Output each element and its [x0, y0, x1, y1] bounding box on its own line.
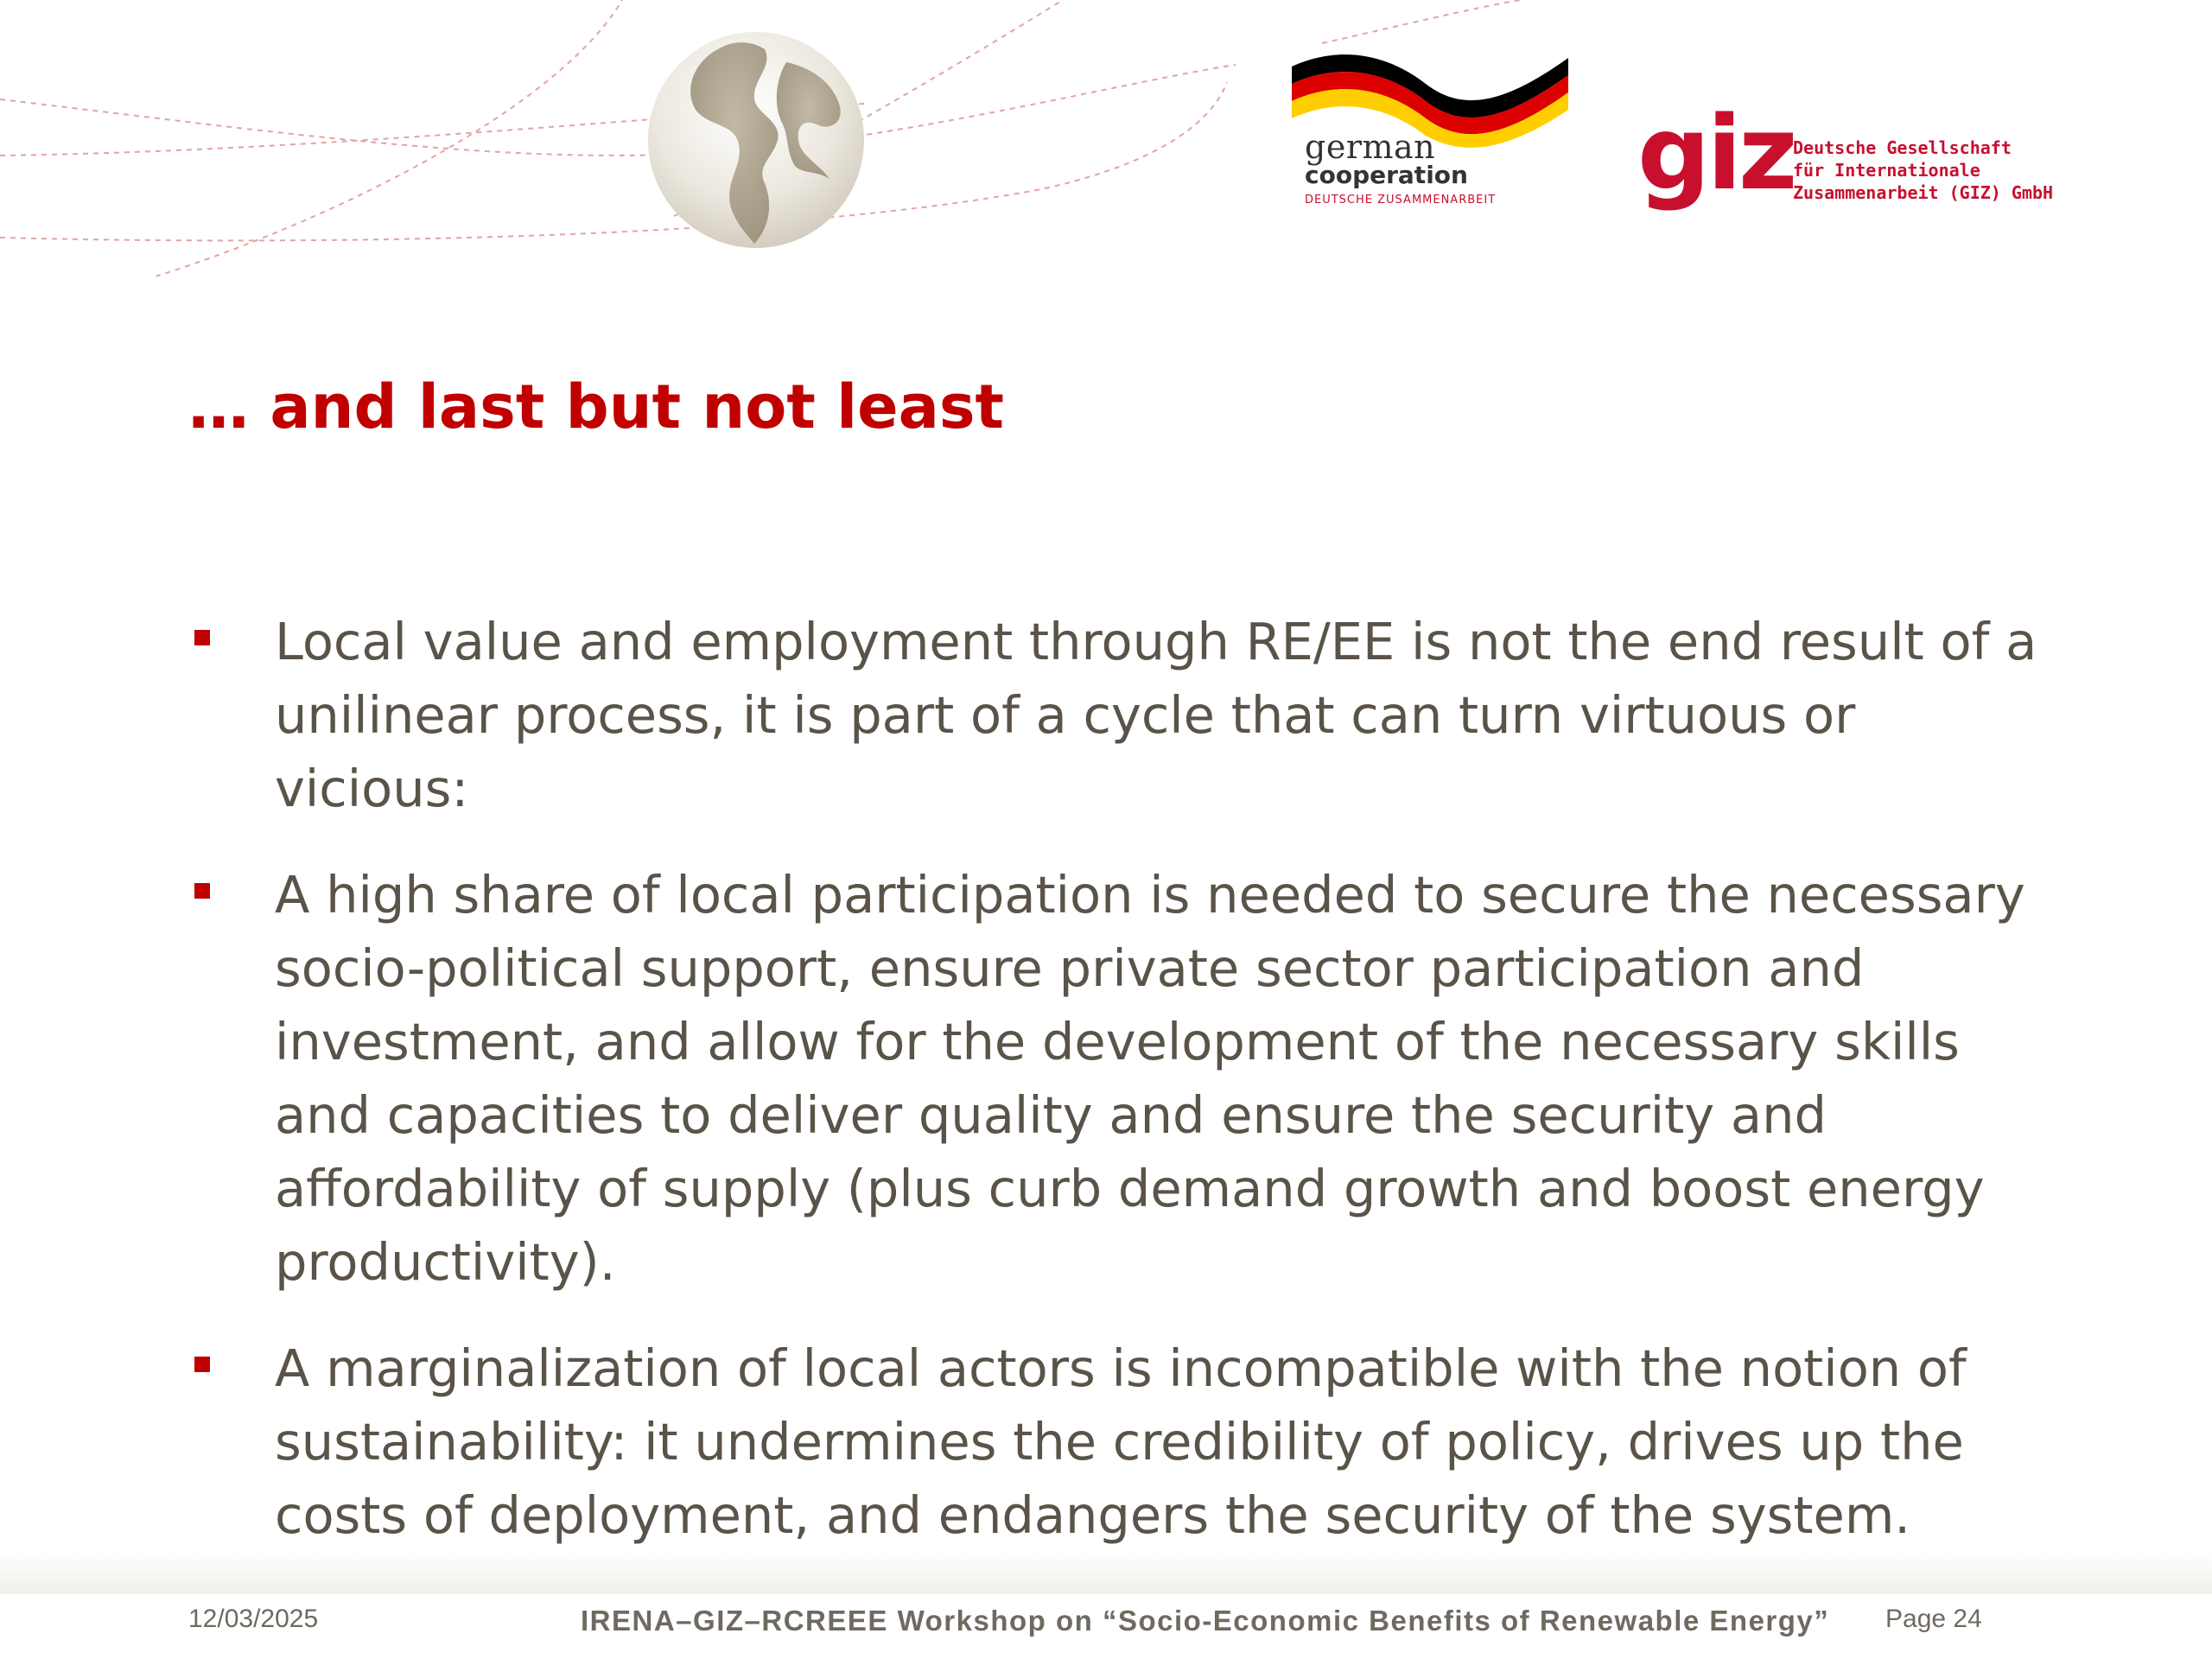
german-cooperation-logo	[1287, 45, 1573, 218]
bullet-text: A high share of local participation is needed to secure the necessary socio-political support, ensure private sector participation and investment, and allow for the development of the necessary skills and capacities to deliver quality and ensure the security and affordability of supply (plus curb demand growth and boost energy productivity).	[275, 865, 2025, 1292]
giz-desc-line: Deutsche Gesellschaft	[1793, 137, 2012, 158]
slide-title: … and last but not least	[188, 372, 1005, 442]
bullet-square-icon	[194, 883, 210, 899]
footer-shade	[0, 1551, 2212, 1594]
globe-icon	[644, 28, 868, 252]
bullet-text: A marginalization of local actors is incompatible with the notion of sustainability: it undermines the credibility of policy, drives up the costs of deployment, and endangers the security of the system.	[275, 1338, 1967, 1545]
giz-desc-line: für Internationale	[1793, 160, 1980, 181]
bullet-item	[188, 605, 2046, 825]
footer-workshop-title: IRENA–GIZ–RCREEE Workshop on “Socio-Economic Benefits of Renewable Energy”	[581, 1605, 1830, 1637]
bullet-text: Local value and employment through RE/EE is not the end result of a unilinear process, it is part of a cycle that can turn virtuous or vicious:	[275, 612, 2037, 818]
german-cooperation-line3: DEUTSCHE ZUSAMMENARBEIT	[1305, 194, 1497, 207]
footer	[0, 1594, 2212, 1659]
bullet-item	[188, 858, 2046, 1299]
bullet-list	[188, 605, 2046, 1585]
bullet-item	[188, 1332, 2046, 1552]
giz-desc-line: Zusammenarbeit (GIZ) GmbH	[1793, 182, 2054, 203]
footer-page-number: Page 24	[1885, 1605, 1982, 1633]
bullet-square-icon	[194, 1357, 210, 1372]
giz-description	[1793, 137, 2053, 204]
german-cooperation-line2: cooperation	[1305, 161, 1468, 189]
giz-logo: giz	[1637, 93, 1795, 213]
german-cooperation-line1: german	[1305, 128, 1436, 166]
footer-date: 12/03/2025	[188, 1605, 319, 1633]
bullet-square-icon	[194, 630, 210, 645]
